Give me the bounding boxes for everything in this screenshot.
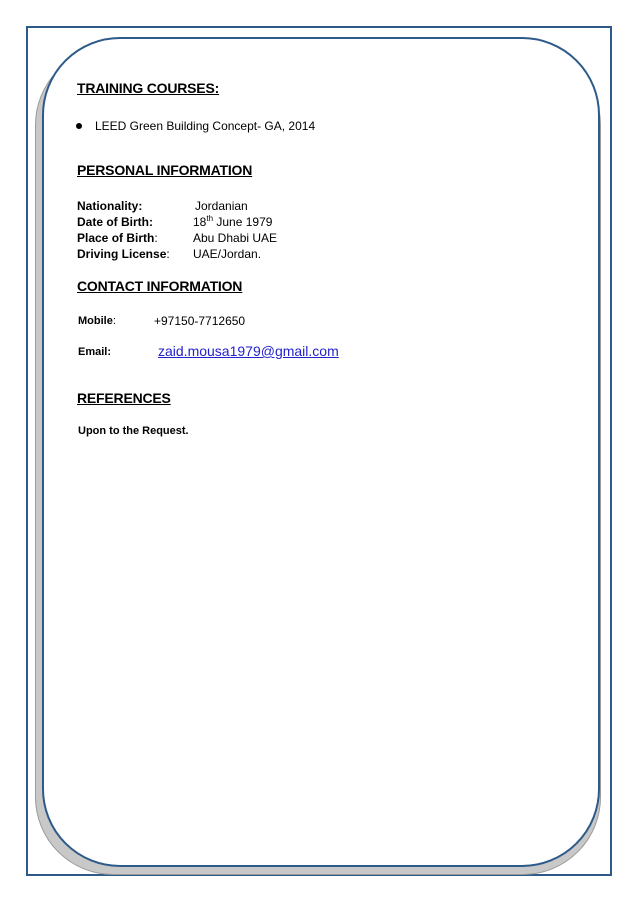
bullet-icon: [76, 123, 82, 129]
license-label: Driving License:: [77, 247, 170, 261]
email-link[interactable]: zaid.mousa1979@gmail.com: [158, 343, 339, 359]
contact-information-heading: CONTACT INFORMATION: [77, 278, 243, 294]
dob-label: Date of Birth:: [77, 215, 153, 229]
references-text: Upon to the Request.: [78, 425, 189, 437]
dob-ordinal: th: [206, 214, 214, 223]
license-value: UAE/Jordan.: [193, 247, 262, 261]
email-value[interactable]: [158, 343, 339, 359]
dob-value: [193, 215, 272, 229]
personal-information-heading: PERSONAL INFORMATION: [77, 162, 253, 178]
training-courses-heading: TRAINING COURSES:: [77, 80, 220, 96]
training-course-item: [76, 119, 315, 133]
dob-day: 18: [193, 215, 207, 229]
pob-value: Abu Dhabi UAE: [193, 231, 278, 245]
mobile-label: Mobile:: [78, 315, 116, 327]
dob-rest: June 1979: [213, 215, 273, 229]
training-course-text: LEED Green Building Concept- GA, 2014: [95, 119, 316, 133]
nationality-value: Jordanian: [195, 199, 248, 213]
pob-label: Place of Birth:: [77, 231, 158, 245]
nationality-label: Nationality:: [77, 199, 143, 213]
email-label: Email:: [78, 346, 112, 358]
references-heading: REFERENCES: [77, 390, 171, 406]
mobile-value: +97150-7712650: [154, 314, 246, 328]
